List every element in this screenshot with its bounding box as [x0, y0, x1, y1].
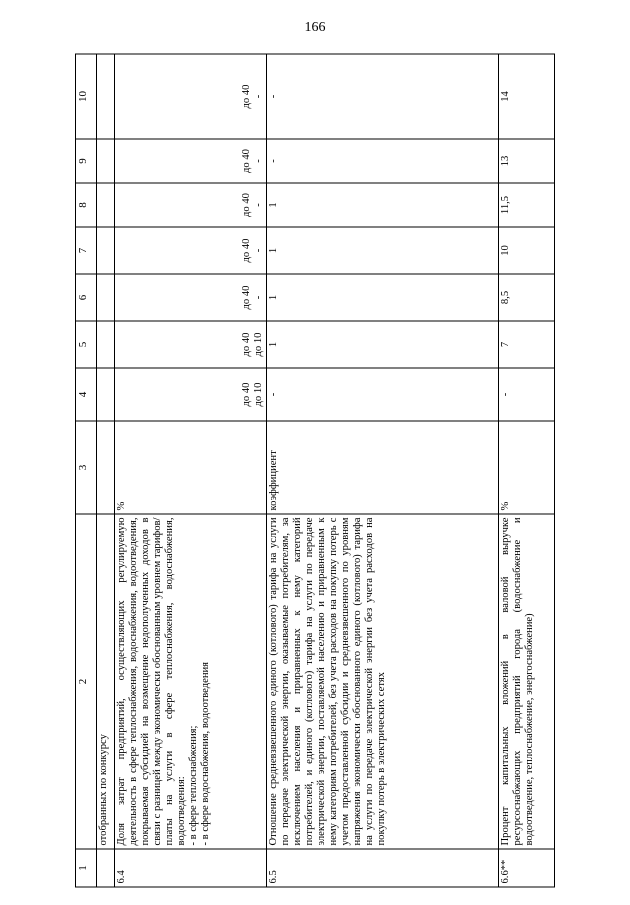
- cell-value: 13: [499, 139, 555, 183]
- cell-value: [115, 54, 267, 139]
- value-heat: до 40: [241, 382, 253, 407]
- header-cell: 10: [76, 54, 97, 139]
- cell-value: [97, 368, 115, 421]
- value-heat: до 40: [241, 193, 253, 217]
- cell-num: 6.4: [115, 849, 267, 887]
- cell-num: [97, 849, 115, 887]
- header-cell: 8: [76, 183, 97, 227]
- cell-desc: отобранных по конкурсу: [97, 514, 115, 849]
- indicators-table: [75, 54, 555, 888]
- value-water: до 10: [253, 382, 265, 407]
- header-cell: 6: [76, 274, 97, 321]
- cell-value: [97, 321, 115, 368]
- value-heat: до 40: [241, 84, 253, 109]
- cell-value: 1: [267, 227, 499, 274]
- cell-unit: [97, 421, 115, 514]
- cell-desc: [115, 514, 267, 849]
- cell-value: 1: [267, 274, 499, 321]
- row-6-4-description: Доля затрат предприятий, осуществляющих регулируемую деятельность в сфере теплоснабжения, водоснабжения, водоотведения, покрываемая субсидией на возмещение недополученных доходов в связи с разницей между экономически обоснованным уровнем тарифов/платы на услуги в сфере теплоснабжения, водоснабжения, водоотведения:: [116, 517, 187, 846]
- cell-value: [115, 368, 267, 421]
- cell-value: 8,5: [499, 274, 555, 321]
- cell-value: [97, 227, 115, 274]
- value-water: -: [253, 248, 265, 253]
- header-cell: 2: [76, 514, 97, 849]
- cell-value: [97, 139, 115, 183]
- header-cell: 9: [76, 139, 97, 183]
- header-cell: 3: [76, 421, 97, 514]
- page-number: 166: [304, 20, 326, 35]
- cell-value: -: [499, 368, 555, 421]
- cell-value: 7: [499, 321, 555, 368]
- cell-unit: коэффициент: [267, 421, 499, 514]
- row-6-4-sub-water: - в сфере водоснабжения, водоотведения: [199, 661, 211, 846]
- cell-value: 14: [499, 54, 555, 139]
- cell-value: [115, 139, 267, 183]
- header-cell: 7: [76, 227, 97, 274]
- cell-value: -: [267, 368, 499, 421]
- cell-value: 1: [267, 183, 499, 227]
- cell-value: 11,5: [499, 183, 555, 227]
- cell-value: [115, 183, 267, 227]
- value-heat: до 40: [241, 332, 253, 357]
- cell-desc: Отношение средневзвешенного единого (котлового) тарифа на услуги по передаче электрической энергии, оказываемые потребителям, за исключением населения и приравненных к нему категорий потребителей, и единого (котлового) тарифа на услуги по передаче электрической энергии, поставляемой населению и приравненным к нему категориям потребителей, без учета расходов на покупку потерь с учетом предоставленной субсидии и средневзвешенного по уровням напряжения экономически обоснованного единого (котлового) тарифа на услуги по передаче электрической энергии без учета расходов на покупку потерь в электрических сетях: [267, 514, 499, 849]
- cell-value: [97, 54, 115, 139]
- table-row-6-5: [267, 54, 499, 887]
- cell-unit: %: [115, 421, 267, 514]
- value-heat: до 40: [241, 285, 253, 310]
- value-water: -: [253, 203, 265, 207]
- header-row: [76, 54, 97, 887]
- value-water: до 10: [253, 332, 265, 357]
- header-cell: 4: [76, 368, 97, 421]
- value-heat: до 40: [241, 149, 253, 173]
- value-water: -: [253, 159, 265, 163]
- cell-value: [97, 183, 115, 227]
- table-row-continuation: [97, 54, 115, 887]
- cell-value: 10: [499, 227, 555, 274]
- table-row-6-6: [499, 54, 555, 887]
- cell-value: [115, 227, 267, 274]
- cell-num: 6.6**: [499, 849, 555, 887]
- cell-unit: %: [499, 421, 555, 514]
- value-water: -: [253, 94, 265, 99]
- cell-value: [115, 321, 267, 368]
- rotated-table-container: [75, 55, 555, 888]
- cell-value: [115, 274, 267, 321]
- cell-num: 6.5: [267, 849, 499, 887]
- row-6-4-sub-heat: - в сфере теплоснабжения;: [187, 725, 199, 846]
- cell-value: -: [267, 139, 499, 183]
- cell-value: -: [267, 54, 499, 139]
- value-water: -: [253, 295, 265, 300]
- cell-value: 1: [267, 321, 499, 368]
- value-heat: до 40: [241, 238, 253, 263]
- header-cell: 1: [76, 849, 97, 887]
- header-cell: 5: [76, 321, 97, 368]
- cell-value: [97, 274, 115, 321]
- table-row-6-4: [115, 54, 267, 887]
- cell-desc: Процент капитальных вложений в валовой выручке ресурсоснабжающих предприятий города (водоснабжение и водоотведение, теплоснабжение, энергоснабжение): [499, 514, 555, 849]
